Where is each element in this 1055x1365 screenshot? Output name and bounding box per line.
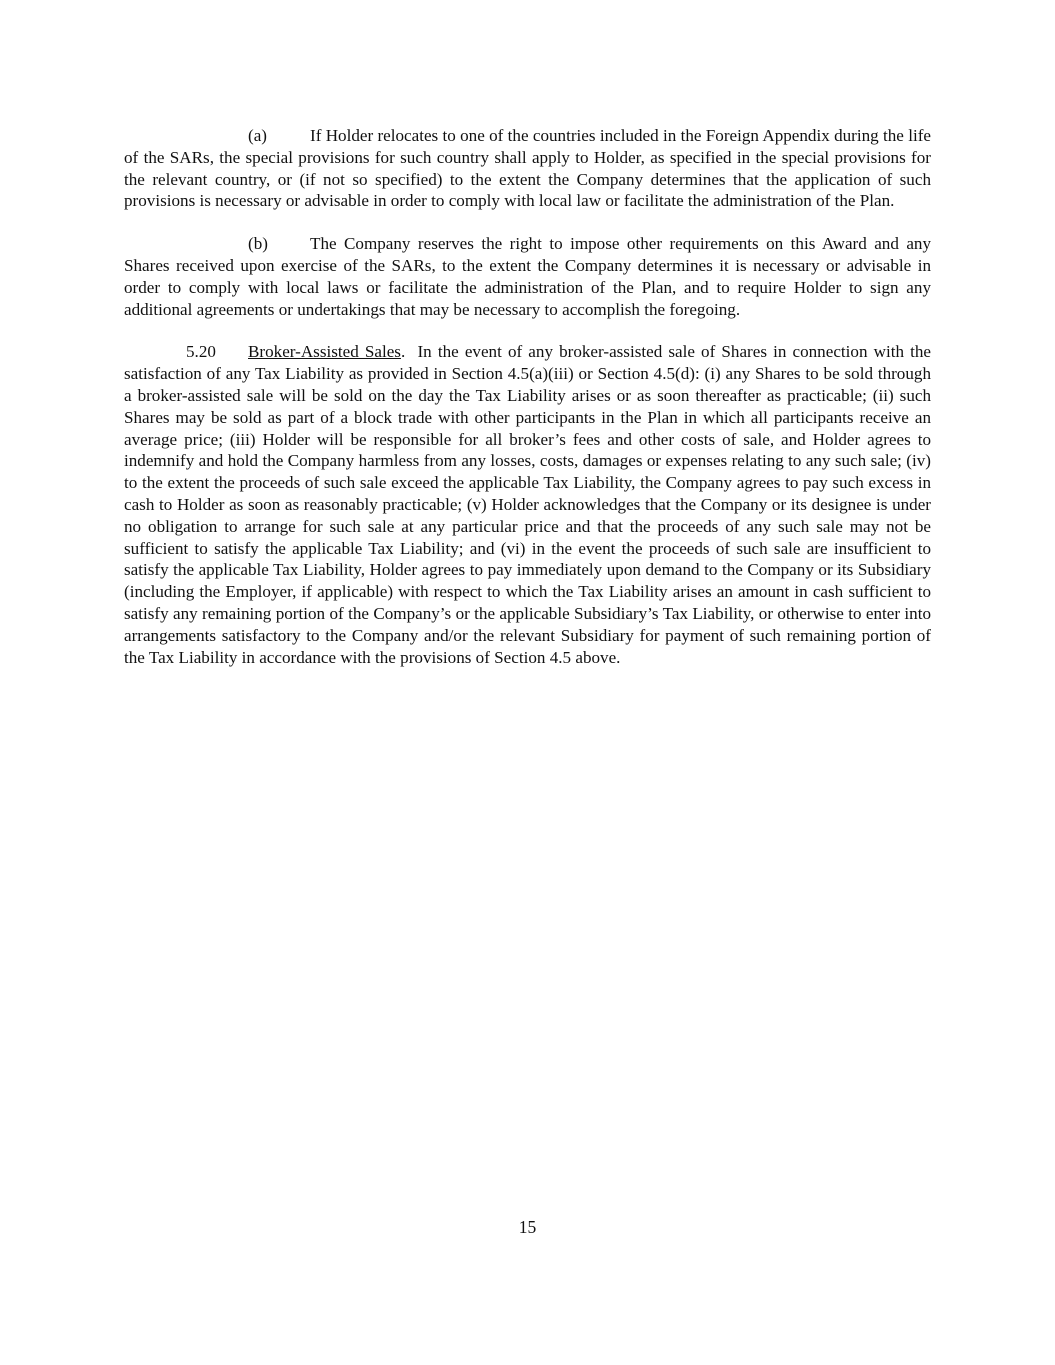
section-5-20-number: 5.20 bbox=[186, 342, 216, 362]
paragraph-a-marker: (a) bbox=[248, 126, 267, 145]
paragraph-b-text: The Company reserves the right to impose other requirements on this Award and any Shares received upon exercise of the SARs, to the extent the Company determines it is necessary or advisable in order to comply with local laws or facilitate the administration of the Plan, and to require Holder to sign any additional agreements or undertakings that may be necessary to accomplish the foregoing. bbox=[124, 234, 931, 319]
paragraph-b-marker: (b) bbox=[248, 234, 268, 254]
page-number: 15 bbox=[518, 1217, 537, 1237]
section-5-20-heading-punct: . bbox=[400, 342, 406, 362]
paragraph-b bbox=[124, 233, 931, 320]
paragraph-a bbox=[124, 125, 931, 212]
section-5-20 bbox=[124, 341, 931, 668]
paragraph-a-text: If Holder relocates to one of the countries included in the Foreign Appendix during the life of the SARs, the special provisions for such country shall apply to Holder, as specified in the special provisions for the relevant country, or (if not so specified) to the extent the Company determines that the application of such provisions is necessary or advisable in order to comply with local law or facilitate the administration of the Plan. bbox=[124, 126, 931, 211]
document-body bbox=[124, 125, 931, 668]
section-5-20-heading: Broker-Assisted Sales bbox=[248, 342, 401, 362]
section-5-20-text: In the event of any broker-assisted sale of Shares in connection with the satisfaction of any Tax Liability as provided in Section 4.5(a)(iii) or Section 4.5(d): (i) any Shares to be sold through a broker-assisted sale will be sold on the day the Tax Liability arises or as soon thereafter as practicable; (ii) such Shares may be sold as part of a block trade with other participants in the Plan in which all participants receive an average price; (iii) Holder will be responsible for all broker’s fees and other costs of sale, and Holder agrees to indemnify and hold the Company harmless from any losses, costs, damages or expenses relating to any such sale; (iv) to the extent the proceeds of such sale exceed the applicable Tax Liability, the Company agrees to pay such excess in cash to Holder as soon as reasonably practicable; (v) Holder acknowledges that the Company or its designee is under no obligation to arrange for such sale at any particular price and that the proceeds of any such sale may not be sufficient to satisfy the applicable Tax Liability; and (vi) in the event the proceeds of such sale are insufficient to satisfy the applicable Tax Liability, Holder agrees to pay immediately upon demand to the Company or its Subsidiary (including the Employer, if applicable) with respect to which the Tax Liability arises an amount in cash sufficient to satisfy any remaining portion of the Company’s or the applicable Subsidiary’s Tax Liability, or otherwise to enter into arrangements satisfactory to the Company and/or the relevant Subsidiary for payment of such remaining portion of the Tax Liability in accordance with the provisions of Section 4.5 above. bbox=[124, 342, 931, 667]
